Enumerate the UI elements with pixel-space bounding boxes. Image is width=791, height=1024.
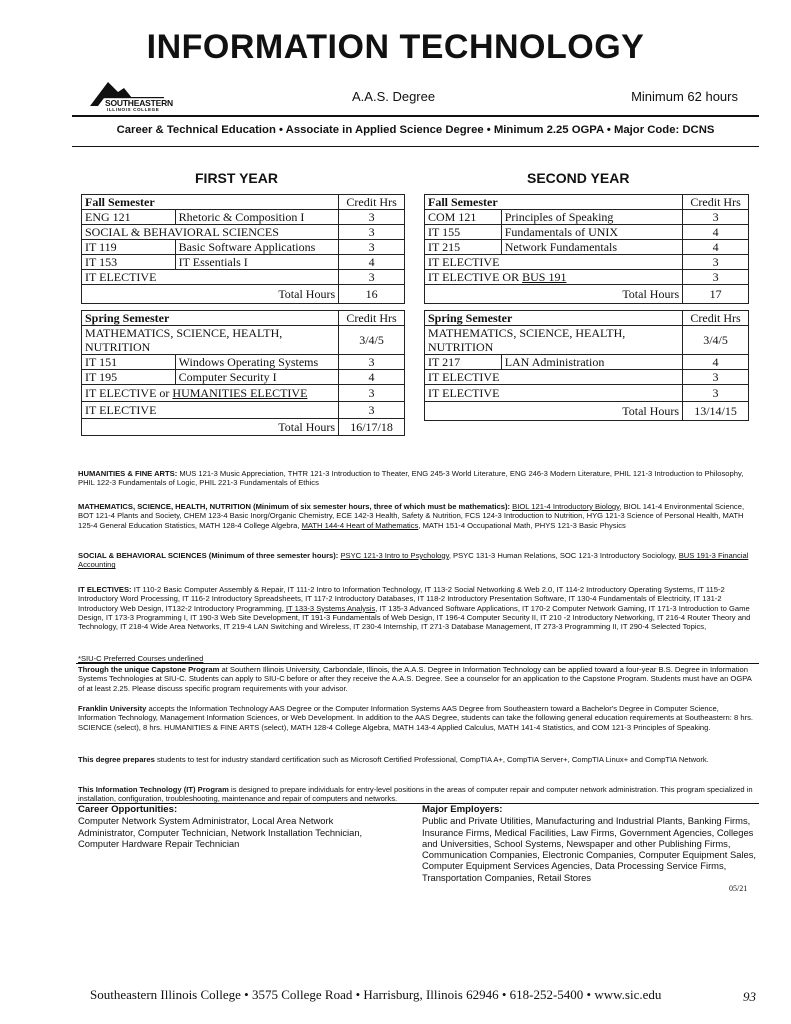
career-heading: Career Opportunities: — [78, 804, 178, 815]
employers-heading: Major Employers: — [422, 804, 503, 815]
major-employers — [422, 804, 756, 883]
note-text: accepts the Information Technology AAS Degree or the Computer Information Systems AAS Degree from Southeastern toward a Bachelor's Degree in Computer Science, Information Technology, Management Information Sciences, or Web Development. In addition to the AAS Degree, students can take the following general education requirements at Southeastern: 8 hrs. SCIENCE (select), 8 hrs. HUMANITIES & FINE ARTS (select), MATH 128-4 College Algebra, MATH 143-4 Applied Calculus, MATH 141-4 Statistics, and COM 121-3 Principles of Speaking. — [78, 704, 753, 732]
total-value: 17 — [683, 285, 749, 304]
career-opportunities — [78, 804, 383, 849]
note-label: MATHEMATICS, SCIENCE, HEALTH, NUTRITION (Minimum of six semester hours, three of which must be mathematics): — [78, 502, 511, 511]
note-label: Franklin University — [78, 704, 147, 713]
course-code: IT ELECTIVE — [82, 270, 339, 285]
table-header-row — [82, 195, 405, 210]
course-code — [82, 385, 339, 402]
table-row — [82, 402, 405, 419]
course-code: COM 121 — [425, 210, 502, 225]
note-text: , PSYC 131-3 Human Relations, SOC 121-3 Introductory Sociology, — [448, 551, 679, 560]
course-credits: 3 — [339, 385, 405, 402]
note-text: *SIU-C Preferred Courses underlined — [78, 654, 204, 663]
course-name: Fundamentals of UNIX — [501, 225, 682, 240]
note-label: SOCIAL & BEHAVIORAL SCIENCES (Minimum of three semester hours): — [78, 551, 339, 560]
table-header-row — [425, 195, 749, 210]
note-underlined: MATH 144-4 Heart of Mathematics — [301, 520, 419, 530]
note-label: IT ELECTIVES: — [78, 585, 132, 594]
course-credits: 4 — [683, 225, 749, 240]
course-credits: 3 — [339, 240, 405, 255]
first-year-spring-table — [81, 310, 405, 436]
credit-header: Credit Hrs — [339, 195, 405, 210]
table-row — [425, 326, 749, 355]
minimum-hours: Minimum 62 hours — [631, 89, 738, 104]
course-credits: 3 — [683, 255, 749, 270]
course-code-text: IT ELECTIVE OR — [428, 270, 523, 284]
siuc-note — [78, 654, 758, 663]
career-text: Computer Network System Administrator, Local Area Network Administrator, Computer Technician, Network Installation Technician, Computer Hardware Repair Technician — [78, 815, 363, 849]
note-text: students to test for industry standard certification such as Microsoft Certified Professional, CompTIA A+, CompTIA Server+, CompTIA Linux+ and CompTIA Network. — [154, 755, 709, 764]
course-code: SOCIAL & BEHAVIORAL SCIENCES — [82, 225, 339, 240]
logo-subtext: ILLINOIS COLLEGE — [107, 107, 160, 112]
table-row — [425, 210, 749, 225]
humanities-elective-link: HUMANITIES ELECTIVE — [172, 386, 308, 400]
course-credits: 3 — [339, 225, 405, 240]
table-row — [82, 225, 405, 240]
social-note — [78, 551, 758, 570]
notes-divider — [76, 663, 759, 664]
course-code: IT ELECTIVE — [82, 402, 339, 419]
course-code: IT 217 — [425, 355, 502, 370]
top-divider — [72, 115, 759, 117]
table-row — [425, 270, 749, 285]
logo-text: SOUTHEASTERN — [105, 98, 173, 108]
course-credits: 4 — [683, 240, 749, 255]
note-label: This Information Technology (IT) Program — [78, 785, 229, 794]
course-code: MATHEMATICS, SCIENCE, HEALTH, NUTRITION — [82, 326, 339, 355]
note-label: HUMANITIES & FINE ARTS: — [78, 469, 178, 478]
course-code: IT 195 — [82, 370, 176, 385]
note-text: , BIOL 141-4 Environmental Science, BOT 121-4 Plants and Society, CHEM 123-4 Basic Inorg/Organic Chemistry, ECE 142-3 Health, Safety & Nutrition, FCS 124-3 Introduction to Nutrition, HYG 121-3 Science of Personal Health, MATH 125-4 General Education Statistics, MATH 128-4 College Algebra, — [78, 502, 745, 530]
course-code-text: IT ELECTIVE or — [85, 386, 173, 400]
table-row — [425, 385, 749, 402]
total-value: 16/17/18 — [339, 419, 405, 436]
college-logo — [88, 76, 173, 114]
note-label: Through the unique Capstone Program — [78, 665, 220, 674]
course-code: IT 155 — [425, 225, 502, 240]
degree-label: A.A.S. Degree — [352, 89, 436, 104]
table-row — [82, 355, 405, 370]
table-row — [82, 370, 405, 385]
note-text: , MATH 151-4 Occupational Math, PHYS 121-3 Basic Physics — [418, 520, 626, 530]
course-code: IT 119 — [82, 240, 176, 255]
credit-header: Credit Hrs — [339, 311, 405, 326]
table-row — [82, 255, 405, 270]
semester-label: Spring Semester — [425, 311, 683, 326]
semester-label: Fall Semester — [425, 195, 683, 210]
table-row — [425, 240, 749, 255]
table-row — [82, 385, 405, 402]
note-underlined: BIOL 121-4 Introductory Biology — [512, 502, 620, 511]
course-credits: 3 — [683, 385, 749, 402]
first-year-fall-table — [81, 194, 405, 304]
table-row — [425, 225, 749, 240]
first-year-heading: FIRST YEAR — [195, 170, 278, 186]
table-row — [82, 210, 405, 225]
course-credits: 3 — [683, 370, 749, 385]
course-credits: 3/4/5 — [339, 326, 405, 355]
capstone-note — [78, 665, 758, 693]
program-summary: Career & Technical Education • Associate in Applied Science Degree • Minimum 2.25 OGPA • Major Code: DCNS — [116, 124, 715, 136]
course-name: Rhetoric & Composition I — [175, 210, 338, 225]
course-name: Windows Operating Systems — [175, 355, 338, 370]
course-credits: 4 — [683, 355, 749, 370]
employers-text: Public and Private Utilities, Manufacturing and Industrial Plants, Banking Firms, Insurance Firms, Medical Facilities, Law Firms, Government Agencies, Colleges and Universities, School Systems, Newspaper and other Publishing Firms, Communication Companies, Electronic Companies, Computer Equipment Sales, Computer Equipment Services Agencies, Data Processing Service Firms, Transportation Companies, Retail Stores — [422, 815, 757, 883]
table-row — [425, 370, 749, 385]
course-credits: 3 — [339, 210, 405, 225]
course-code — [425, 270, 683, 285]
course-code: IT 215 — [425, 240, 502, 255]
note-text: , IT 135-3 Advanced Software Applications, IT 170-2 Computer Network Gaming, IT 171-3 Introduction to Game Design, IT 173-3 Programming I, IT 190-3 Web Site Development, IT 191-3 Fundamentals of Web Design, IT 196-4 Computer Security II, IT 210 -2 Introductory Networking, IT 216-4 Router Theory and Technology, IT 218-4 Wide Area Networks, IT 219-4 LAN Switching and Wireless, IT 230-4 Internship, IT 271-3 Database Management, IT 273-3 Programming II, IT 290-4 Selected Topics, — [78, 603, 751, 632]
semester-label: Fall Semester — [82, 195, 339, 210]
prepares-note — [78, 755, 758, 764]
bus-191-link: BUS 191 — [522, 270, 567, 284]
page-title: INFORMATION TECHNOLOGY — [146, 28, 645, 66]
total-value: 13/14/15 — [683, 402, 749, 421]
total-label: Total Hours — [82, 419, 339, 436]
course-code: IT 153 — [82, 255, 176, 270]
course-name: LAN Administration — [501, 355, 682, 370]
footer-address: Southeastern Illinois College • 3575 College Road • Harrisburg, Illinois 62946 • 618-252-5400 • www.sic.edu — [90, 987, 662, 1002]
note-text: MUS 121-3 Music Appreciation, THTR 121-3 Introduction to Theater, ENG 245-3 World Literature, ENG 246-3 Modern Literature, PHIL 121-3 Introduction to Philosophy, PHIL 122-3 Fundamentals of Logic, PHIL 221-3 Fundamentals of Ethics — [78, 469, 744, 488]
note-text: at Southern Illinois University, Carbondale, Illinois, the A.A.S. Degree in Information Technology can be applied toward a four-year B.S. Degree in Information Systems Technologies at SIU-C. Students can apply to SIU-C before or after they receive the A.A.S. Degree. See a counselor for an application to the Capstone Program. Students must have an OGPA of at least 2.25. Please discuss specific program requirements with your advisor. — [78, 665, 752, 693]
math-note — [78, 502, 758, 530]
note-text: is designed to prepare individuals for entry-level positions in the areas of computer repair and computer network administration. This program specialized in installation, configuration, troubleshooting, maintenance and repair of computers and networks. — [78, 785, 753, 804]
course-name: Network Fundamentals — [501, 240, 682, 255]
table-row — [82, 326, 405, 355]
revision-date: 05/21 — [729, 884, 748, 893]
total-value: 16 — [339, 285, 405, 304]
course-credits: 3 — [683, 270, 749, 285]
page-number: 93 — [743, 989, 756, 1004]
course-code: IT 151 — [82, 355, 176, 370]
note-text: IT 110-2 Basic Computer Assembly & Repair, IT 111-2 Intro to Information Technology, IT 113-2 Social Networking & Web 2.0, IT 114-2 Introductory Operating Systems, IT 115-2 Introductory Word Processing, IT 116-2 Introductory Spreadsheets, IT 117-2 Introductory Databases, IT 118-2 Introductory Presentation Software, IT 130-4 Fundamentals of Electricity, IT 131-2 Introductory Web Design, IT132-2 Introductory Programming, — [78, 585, 725, 613]
total-row — [425, 402, 749, 421]
course-credits: 3 — [683, 210, 749, 225]
table-row — [82, 270, 405, 285]
semester-label: Spring Semester — [82, 311, 339, 326]
course-name: Principles of Speaking — [501, 210, 682, 225]
summary-divider — [72, 146, 759, 147]
note-underlined: BUS 191-3 Financial Accounting — [78, 551, 749, 570]
table-row — [82, 240, 405, 255]
course-name: Basic Software Applications — [175, 240, 338, 255]
course-name: Computer Security I — [175, 370, 338, 385]
course-code: IT ELECTIVE — [425, 370, 683, 385]
franklin-note — [78, 704, 758, 732]
note-label: This degree prepares — [78, 755, 155, 764]
table-header-row — [425, 311, 749, 326]
course-credits: 3 — [339, 402, 405, 419]
note-underlined: PSYC 121-3 Intro to Psychology — [340, 551, 449, 560]
course-credits: 4 — [339, 370, 405, 385]
second-year-spring-table — [424, 310, 749, 421]
total-label: Total Hours — [425, 402, 683, 421]
note-underlined: IT 133-3 Systems Analysis — [285, 603, 376, 613]
course-name: IT Essentials I — [175, 255, 338, 270]
total-row — [82, 419, 405, 436]
course-credits: 4 — [339, 255, 405, 270]
program-note — [78, 785, 758, 804]
total-label: Total Hours — [82, 285, 339, 304]
course-credits: 3 — [339, 355, 405, 370]
table-row — [425, 355, 749, 370]
credit-header: Credit Hrs — [683, 311, 749, 326]
course-code: ENG 121 — [82, 210, 176, 225]
total-label: Total Hours — [425, 285, 683, 304]
course-code: IT ELECTIVE — [425, 385, 683, 402]
credit-header: Credit Hrs — [683, 195, 749, 210]
table-header-row — [82, 311, 405, 326]
table-row — [425, 255, 749, 270]
course-credits: 3/4/5 — [683, 326, 749, 355]
second-year-heading: SECOND YEAR — [527, 170, 630, 186]
course-credits: 3 — [339, 270, 405, 285]
total-row — [82, 285, 405, 304]
course-code: MATHEMATICS, SCIENCE, HEALTH, NUTRITION — [425, 326, 683, 355]
it-electives-note — [78, 585, 758, 631]
humanities-note — [78, 469, 758, 488]
second-year-fall-table — [424, 194, 749, 304]
total-row — [425, 285, 749, 304]
course-code: IT ELECTIVE — [425, 255, 683, 270]
